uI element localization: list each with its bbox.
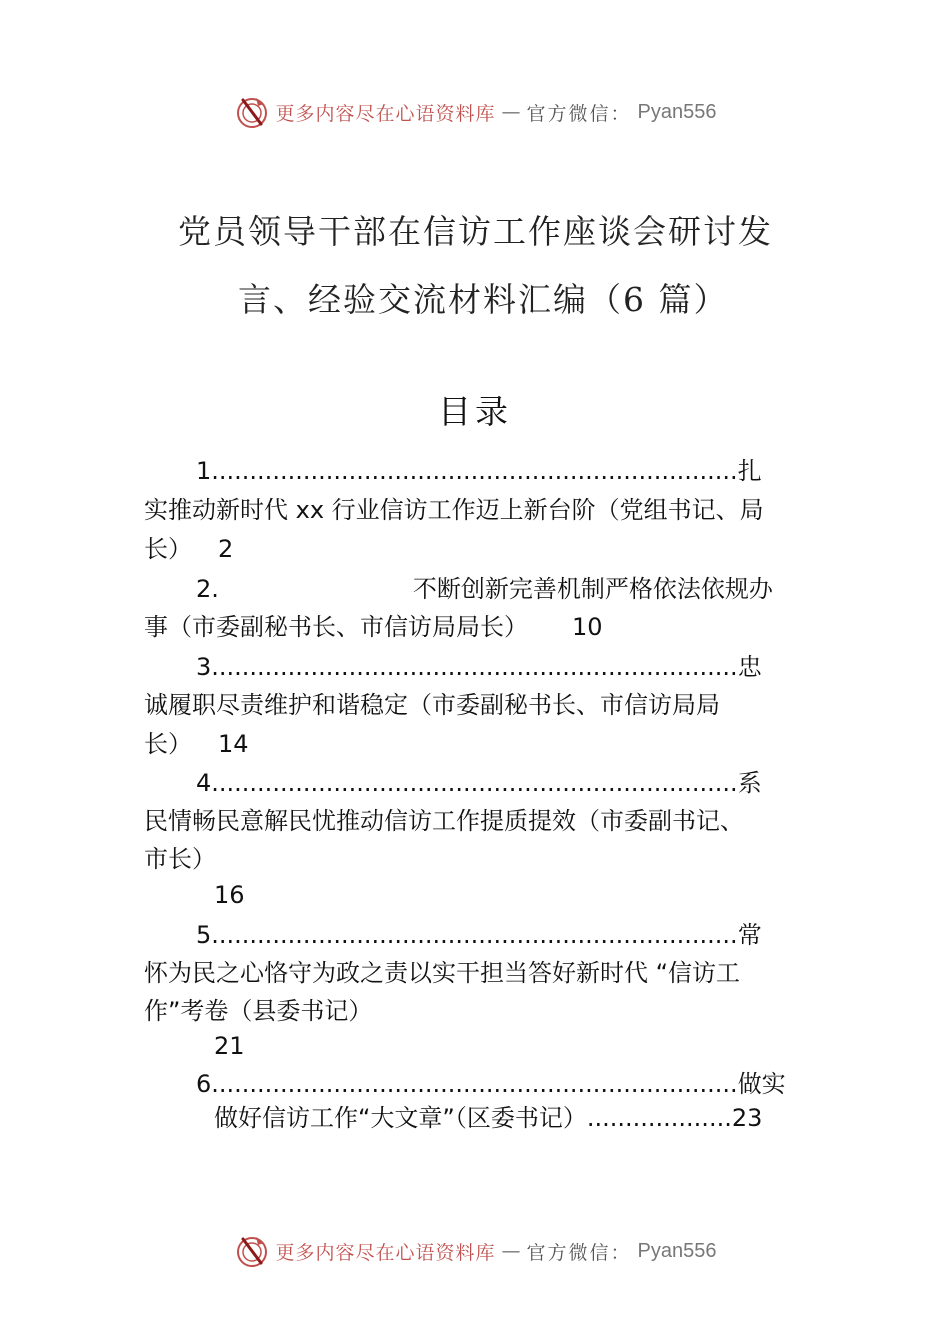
toc-entry-4-page: 16 bbox=[214, 881, 245, 909]
toc-entry-text: 不断创新完善机制严格依法依规办 bbox=[412, 575, 773, 603]
toc-entry-page: 2 bbox=[218, 535, 234, 563]
banner-label: 官方微信： bbox=[526, 1241, 632, 1264]
footer-banner bbox=[0, 1233, 950, 1273]
toc-entry-page: 14 bbox=[218, 730, 249, 758]
toc-entry-text: 事（市委副秘书长、市信访局局长） bbox=[144, 613, 528, 641]
toc-entry-head: 常 bbox=[737, 921, 762, 949]
toc-entry-head: 扎 bbox=[737, 457, 762, 485]
toc-leader-dots: ................... bbox=[586, 1104, 732, 1132]
brand-logo-icon bbox=[234, 94, 270, 130]
toc-entry-1-line3 bbox=[144, 534, 233, 564]
document-title-line2: 言、经验交流材料汇编（6 篇） bbox=[238, 280, 729, 319]
toc-entry-page: 10 bbox=[572, 613, 603, 641]
toc-leader-dots: ..................................................................... bbox=[211, 457, 738, 485]
toc-entry-number: 3 bbox=[196, 653, 212, 681]
toc-entry-page: 23 bbox=[731, 1104, 763, 1132]
toc-entry-4-line1[interactable] bbox=[196, 768, 762, 798]
toc-entry-number: 4 bbox=[196, 769, 212, 797]
toc-entry-number: 5 bbox=[196, 921, 212, 949]
banner-label: 官方微信： bbox=[526, 102, 632, 125]
toc-entry-1-line2: 实推动新时代 xx 行业信访工作迈上新台阶（党组书记、局 bbox=[144, 496, 764, 524]
banner-text: 更多内容尽在心语资料库 bbox=[275, 1241, 496, 1264]
toc-heading: 目录 bbox=[438, 392, 512, 431]
toc-entry-number: 1 bbox=[196, 457, 212, 485]
toc-entry-head: 系 bbox=[737, 769, 762, 797]
toc-entry-text: 长） bbox=[144, 535, 192, 563]
toc-entry-5-line1[interactable] bbox=[196, 920, 762, 950]
toc-entry-2-line2 bbox=[144, 612, 603, 642]
toc-entry-5-page: 21 bbox=[214, 1032, 245, 1060]
document-title-line1: 党员领导干部在信访工作座谈会研讨发 bbox=[178, 212, 773, 251]
toc-leader-dots: ..................................................................... bbox=[211, 769, 738, 797]
brand-logo-icon bbox=[234, 1233, 270, 1269]
banner-dash: — bbox=[501, 101, 521, 123]
toc-entry-3-line1[interactable] bbox=[196, 652, 762, 682]
toc-entry-number: 6 bbox=[196, 1070, 212, 1098]
header-banner bbox=[0, 94, 950, 134]
toc-leader-dots: ..................................................................... bbox=[211, 653, 738, 681]
toc-entry-head: 忠 bbox=[737, 653, 762, 681]
toc-entry-5-line2: 怀为民之心恪守为政之责以实干担当答好新时代 “信访工 bbox=[144, 959, 741, 987]
toc-entry-text: 做好信访工作“大文章”（区委书记） bbox=[214, 1104, 587, 1132]
toc-entry-number: 2. bbox=[196, 575, 219, 603]
toc-entry-6-line1[interactable] bbox=[196, 1069, 786, 1099]
banner-wechat-id: Pyan556 bbox=[637, 100, 717, 123]
toc-entry-5-line3: 作”考卷（县委书记） bbox=[144, 997, 373, 1025]
toc-leader-dots: ..................................................................... bbox=[211, 921, 738, 949]
toc-entry-6-line2 bbox=[214, 1103, 762, 1133]
toc-entry-4-line2: 民情畅民意解民忧推动信访工作提质提效（市委副书记、 bbox=[144, 807, 744, 835]
toc-entry-text: 长） bbox=[144, 730, 192, 758]
toc-entry-2-line1[interactable] bbox=[196, 574, 773, 604]
banner-dash: — bbox=[501, 1240, 521, 1262]
toc-leader-dots: ..................................................................... bbox=[211, 1070, 738, 1098]
toc-entry-3-line2: 诚履职尽责维护和谐稳定（市委副秘书长、市信访局局 bbox=[144, 691, 720, 719]
toc-entry-head: 做实 bbox=[737, 1070, 786, 1098]
toc-entry-4-line3: 市长） bbox=[144, 845, 216, 873]
toc-entry-1-line1[interactable] bbox=[196, 456, 762, 486]
banner-text: 更多内容尽在心语资料库 bbox=[275, 102, 496, 125]
toc-entry-3-line3 bbox=[144, 729, 249, 759]
banner-wechat-id: Pyan556 bbox=[637, 1239, 717, 1262]
